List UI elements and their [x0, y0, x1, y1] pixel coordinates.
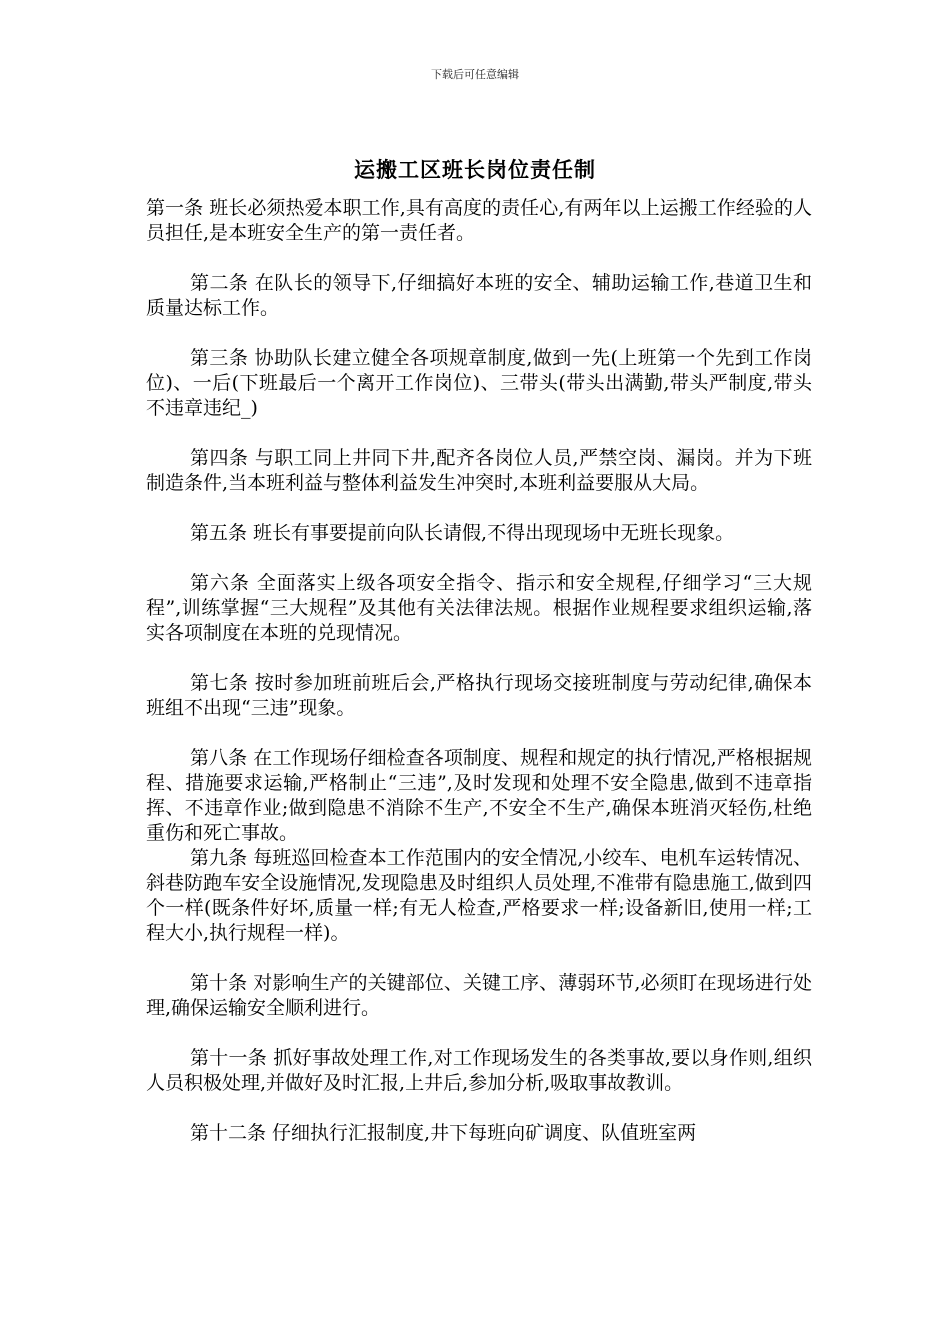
header-note: 下载后可任意编辑	[431, 68, 519, 81]
document-title: 运搬工区班长岗位责任制	[354, 157, 596, 182]
article-10: 第十条 对影响生产的关键部位、关键工序、薄弱环节,必须盯在现场进行处理,确保运输安全顺利进行。	[146, 972, 812, 1019]
article-6: 第六条 全面落实上级各项安全指令、指示和安全规程,仔细学习“三大规程”,训练掌握“三大规程”及其他有关法律法规。根据作业规程要求组织运输,落实各项制度在本班的兑现情况。	[146, 572, 812, 644]
article-7: 第七条 按时参加班前班后会,严格执行现场交接班制度与劳动纪律,确保本班组不出现“三违”现象。	[146, 672, 812, 719]
article-9: 第九条 每班巡回检查本工作范围内的安全情况,小绞车、电机车运转情况、斜巷防跑车安全设施情况,发现隐患及时组织人员处理,不准带有隐患施工,做到四个一样(既条件好坏,质量一样;有无人检查,严格要求一样;设备新旧,使用一样;工程大小,执行规程一样)。	[146, 847, 812, 944]
article-12: 第十二条 仔细执行汇报制度,井下每班向矿调度、队值班室两	[190, 1122, 697, 1144]
document-body	[146, 196, 812, 1171]
article-4: 第四条 与职工同上井同下井,配齐各岗位人员,严禁空岗、漏岗。并为下班制造条件,当本班利益与整体利益发生冲突时,本班利益要服从大局。	[146, 447, 812, 494]
article-8: 第八条 在工作现场仔细检查各项制度、规程和规定的执行情况,严格根据规程、措施要求运输,严格制止“三违”,及时发现和处理不安全隐患,做到不违章指挥、不违章作业;做到隐患不消除不生产,不安全不生产,确保本班消灭轻伤,杜绝重伤和死亡事故。	[146, 747, 812, 844]
article-2: 第二条 在队长的领导下,仔细搞好本班的安全、辅助运输工作,巷道卫生和质量达标工作。	[146, 272, 812, 319]
article-1: 第一条 班长必须热爱本职工作,具有高度的责任心,有两年以上运搬工作经验的人员担任,是本班安全生产的第一责任者。	[146, 197, 812, 244]
article-5: 第五条 班长有事要提前向队长请假,不得出现现场中无班长现象。	[190, 522, 735, 544]
article-3: 第三条 协助队长建立健全各项规章制度,做到一先(上班第一个先到工作岗位)、一后(下班最后一个离开工作岗位)、三带头(带头出满勤,带头严制度,带头不违章违纪_)	[146, 347, 812, 419]
article-11: 第十一条 抓好事故处理工作,对工作现场发生的各类事故,要以身作则,组织人员积极处理,并做好及时汇报,上井后,参加分析,吸取事故教训。	[146, 1047, 812, 1094]
